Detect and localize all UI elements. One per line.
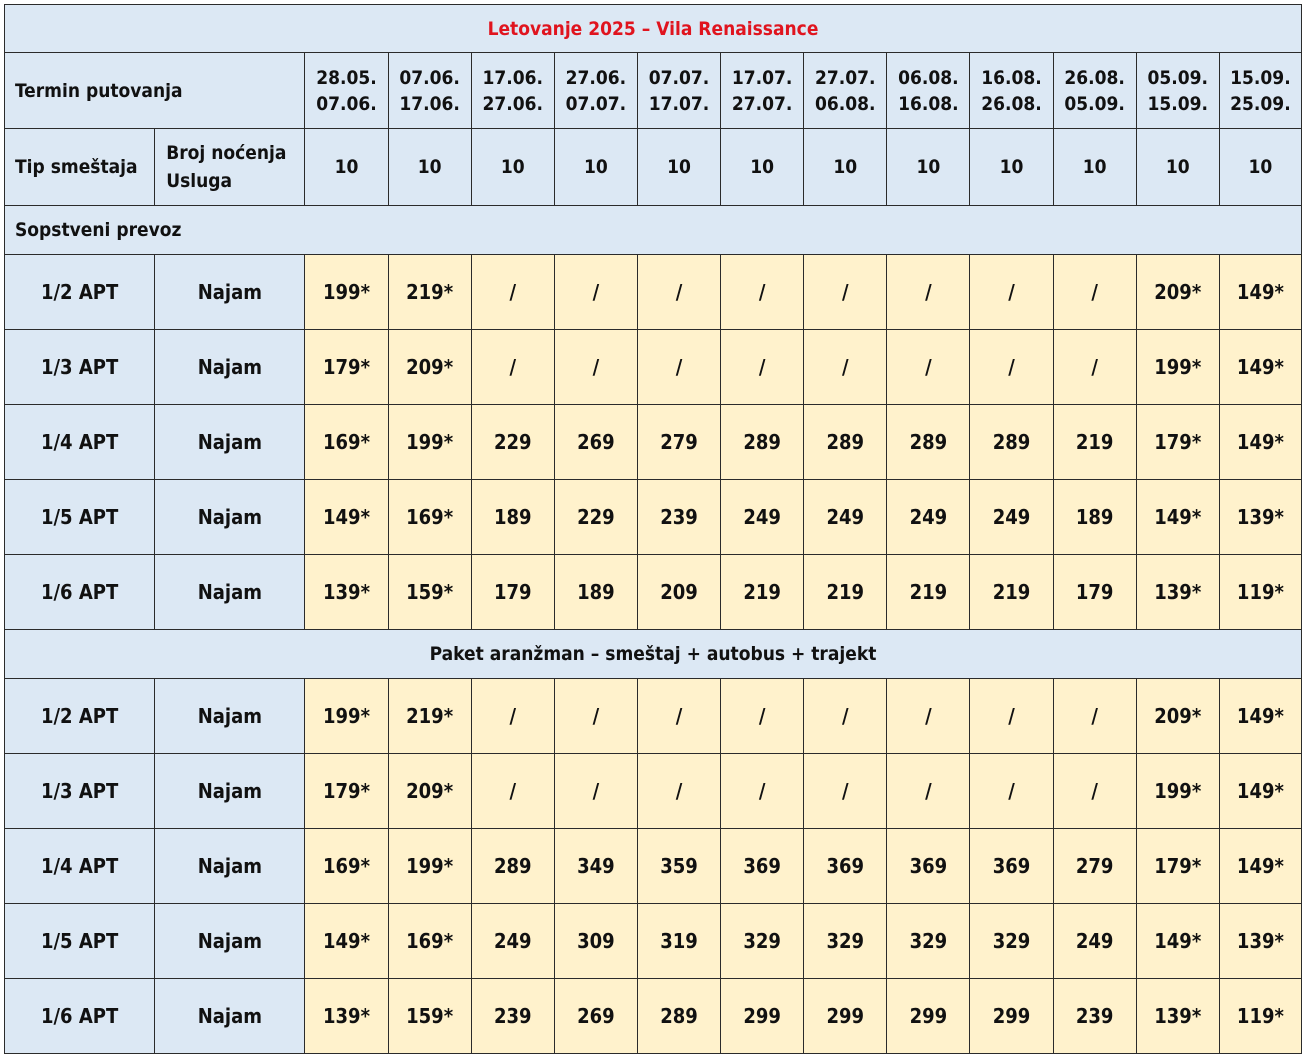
price-cell: 289 [721, 405, 804, 480]
broj-label: Broj noćenja [166, 142, 287, 164]
price-cell: 149* [305, 904, 388, 979]
service-type: Najam [155, 555, 305, 630]
price-cell: 369 [804, 829, 887, 904]
section-row [5, 630, 1302, 679]
price-cell: / [637, 255, 720, 330]
price-cell: 279 [1053, 829, 1136, 904]
price-cell: / [471, 330, 554, 405]
price-cell: 309 [554, 904, 637, 979]
price-cell: 149* [1219, 829, 1301, 904]
price-cell: / [721, 754, 804, 829]
price-cell: 179* [305, 754, 388, 829]
period-to: 17.07. [648, 92, 710, 115]
price-cell: / [887, 330, 970, 405]
period-from: 05.09. [1147, 66, 1209, 89]
period-from: 27.07. [814, 66, 876, 89]
price-cell: 119* [1219, 979, 1301, 1054]
price-cell: 279 [637, 405, 720, 480]
accommodation-type: 1/2 APT [5, 679, 155, 754]
period-from: 28.05. [316, 66, 377, 89]
service-type: Najam [155, 330, 305, 405]
price-cell: 289 [887, 405, 970, 480]
price-cell: 179* [305, 330, 388, 405]
price-cell: 139* [1136, 979, 1219, 1054]
period-from: 17.07. [731, 66, 793, 89]
price-cell: / [1053, 330, 1136, 405]
price-cell: 249 [1053, 904, 1136, 979]
price-cell: 169* [388, 480, 471, 555]
price-cell: 199* [388, 405, 471, 480]
section-row [5, 206, 1302, 255]
nights-count: 10 [1219, 129, 1301, 206]
period-dates [1136, 53, 1219, 129]
accommodation-type: 1/2 APT [5, 255, 155, 330]
table-row [5, 405, 1302, 480]
period-to: 27.07. [731, 92, 793, 115]
price-cell: 189 [471, 480, 554, 555]
price-cell: 149* [1219, 330, 1301, 405]
price-cell: / [554, 754, 637, 829]
price-cell: / [804, 255, 887, 330]
period-from: 07.07. [648, 66, 710, 89]
price-cell: 149* [1136, 904, 1219, 979]
price-cell: / [637, 754, 720, 829]
accommodation-type: 1/6 APT [5, 979, 155, 1054]
price-cell: 219 [887, 555, 970, 630]
price-cell: 289 [637, 979, 720, 1054]
price-cell: 289 [970, 405, 1053, 480]
price-cell: / [471, 255, 554, 330]
accommodation-type: 1/4 APT [5, 829, 155, 904]
price-cell: 219 [1053, 405, 1136, 480]
price-cell: 139* [1219, 480, 1301, 555]
price-cell: / [1053, 679, 1136, 754]
table-row [5, 555, 1302, 630]
price-table-body [5, 5, 1302, 1054]
price-cell: / [804, 330, 887, 405]
table-row [5, 679, 1302, 754]
period-dates [637, 53, 720, 129]
price-cell: 369 [970, 829, 1053, 904]
period-to: 25.09. [1230, 92, 1291, 115]
price-cell: / [554, 330, 637, 405]
price-cell: 119* [1219, 555, 1301, 630]
period-to: 27.06. [482, 92, 544, 115]
price-cell: / [721, 330, 804, 405]
table-title: Letovanje 2025 – Vila Renaissance [5, 5, 1302, 53]
price-cell: 249 [887, 480, 970, 555]
price-cell: 149* [1219, 255, 1301, 330]
section-label: Paket aranžman – smeštaj + autobus + trajekt [5, 630, 1302, 679]
price-cell: 199* [1136, 330, 1219, 405]
price-cell: / [1053, 754, 1136, 829]
price-cell: 249 [471, 904, 554, 979]
table-row [5, 979, 1302, 1054]
price-cell: / [1053, 255, 1136, 330]
period-dates [721, 53, 804, 129]
price-cell: 179 [471, 555, 554, 630]
price-cell: 349 [554, 829, 637, 904]
price-cell: 179* [1136, 405, 1219, 480]
price-cell: / [637, 330, 720, 405]
nights-count: 10 [1053, 129, 1136, 206]
usluga-label: Usluga [166, 170, 233, 192]
price-cell: 229 [471, 405, 554, 480]
price-cell: 239 [471, 979, 554, 1054]
price-cell: / [721, 255, 804, 330]
nights-count: 10 [1136, 129, 1219, 206]
price-cell: / [471, 679, 554, 754]
price-cell: 209* [1136, 679, 1219, 754]
price-cell: 299 [804, 979, 887, 1054]
accommodation-type: 1/3 APT [5, 754, 155, 829]
price-cell: 239 [637, 480, 720, 555]
nights-count: 10 [970, 129, 1053, 206]
price-cell: 239 [1053, 979, 1136, 1054]
period-dates [554, 53, 637, 129]
table-row [5, 829, 1302, 904]
table-row [5, 330, 1302, 405]
price-cell: 159* [388, 979, 471, 1054]
table-row [5, 754, 1302, 829]
price-cell: / [554, 255, 637, 330]
table-row [5, 480, 1302, 555]
period-from: 07.06. [399, 66, 460, 89]
period-from: 17.06. [482, 66, 544, 89]
service-type: Najam [155, 754, 305, 829]
price-cell: 249 [804, 480, 887, 555]
price-cell: 139* [1136, 555, 1219, 630]
period-to: 15.09. [1147, 92, 1209, 115]
service-type: Najam [155, 679, 305, 754]
price-cell: 209* [1136, 255, 1219, 330]
service-type: Najam [155, 255, 305, 330]
price-cell: 369 [887, 829, 970, 904]
price-cell: 199* [1136, 754, 1219, 829]
price-cell: 189 [554, 555, 637, 630]
nights-count: 10 [804, 129, 887, 206]
price-cell: 329 [970, 904, 1053, 979]
price-cell: 159* [388, 555, 471, 630]
price-cell: 219 [721, 555, 804, 630]
service-type: Najam [155, 405, 305, 480]
price-cell: 169* [388, 904, 471, 979]
period-from: 06.08. [898, 66, 959, 89]
price-cell: 359 [637, 829, 720, 904]
nights-count: 10 [388, 129, 471, 206]
price-cell: / [554, 679, 637, 754]
accommodation-type: 1/6 APT [5, 555, 155, 630]
price-cell: / [471, 754, 554, 829]
price-cell: 329 [721, 904, 804, 979]
price-cell: 169* [305, 405, 388, 480]
price-cell: 209 [637, 555, 720, 630]
price-cell: 369 [721, 829, 804, 904]
accommodation-type: 1/3 APT [5, 330, 155, 405]
service-type: Najam [155, 480, 305, 555]
table-row [5, 255, 1302, 330]
price-cell: 149* [1219, 754, 1301, 829]
price-cell: / [970, 255, 1053, 330]
price-cell: 169* [305, 829, 388, 904]
price-cell: 329 [887, 904, 970, 979]
price-cell: 149* [1219, 405, 1301, 480]
price-cell: 329 [804, 904, 887, 979]
price-cell: 149* [305, 480, 388, 555]
table-row [5, 904, 1302, 979]
period-to: 26.08. [981, 92, 1042, 115]
price-cell: 219* [388, 679, 471, 754]
nights-count: 10 [887, 129, 970, 206]
period-dates [804, 53, 887, 129]
price-cell: 139* [305, 555, 388, 630]
termin-label: Termin putovanja [5, 53, 305, 129]
header-row-dates [5, 53, 1302, 129]
price-cell: 299 [721, 979, 804, 1054]
period-dates [305, 53, 388, 129]
period-to: 17.06. [399, 92, 460, 115]
period-dates [471, 53, 554, 129]
nights-count: 10 [554, 129, 637, 206]
price-cell: / [804, 754, 887, 829]
price-cell: 299 [970, 979, 1053, 1054]
price-cell: / [970, 754, 1053, 829]
period-to: 16.08. [898, 92, 959, 115]
title-row [5, 5, 1302, 53]
period-dates [1219, 53, 1301, 129]
period-dates [887, 53, 970, 129]
price-cell: 229 [554, 480, 637, 555]
period-dates [1053, 53, 1136, 129]
price-cell: 319 [637, 904, 720, 979]
price-cell: 269 [554, 405, 637, 480]
period-dates [388, 53, 471, 129]
price-cell: 219 [804, 555, 887, 630]
service-type: Najam [155, 829, 305, 904]
period-dates [970, 53, 1053, 129]
price-cell: / [721, 679, 804, 754]
price-cell: 289 [471, 829, 554, 904]
price-cell: 219 [970, 555, 1053, 630]
price-cell: 149* [1136, 480, 1219, 555]
period-to: 05.09. [1064, 92, 1125, 115]
price-cell: 179* [1136, 829, 1219, 904]
nights-count: 10 [721, 129, 804, 206]
period-from: 15.09. [1230, 66, 1291, 89]
price-cell: / [887, 255, 970, 330]
price-cell: / [970, 679, 1053, 754]
tip-label: Tip smeštaja [5, 129, 155, 206]
price-cell: 219* [388, 255, 471, 330]
broj-usluga-label [155, 129, 305, 206]
period-to: 07.07. [565, 92, 627, 115]
price-cell: 139* [305, 979, 388, 1054]
header-row-nights [5, 129, 1302, 206]
nights-count: 10 [305, 129, 388, 206]
nights-count: 10 [471, 129, 554, 206]
price-cell: 199* [388, 829, 471, 904]
price-cell: 149* [1219, 679, 1301, 754]
price-cell: 199* [305, 679, 388, 754]
price-cell: 289 [804, 405, 887, 480]
service-type: Najam [155, 904, 305, 979]
price-cell: 249 [970, 480, 1053, 555]
price-cell: 209* [388, 330, 471, 405]
price-cell: 299 [887, 979, 970, 1054]
price-table [4, 4, 1302, 1054]
period-from: 26.08. [1064, 66, 1125, 89]
price-cell: 139* [1219, 904, 1301, 979]
price-cell: / [887, 679, 970, 754]
price-cell: 179 [1053, 555, 1136, 630]
section-label: Sopstveni prevoz [5, 206, 1302, 255]
price-cell: / [637, 679, 720, 754]
service-type: Najam [155, 979, 305, 1054]
price-cell: / [887, 754, 970, 829]
accommodation-type: 1/5 APT [5, 904, 155, 979]
price-cell: 199* [305, 255, 388, 330]
nights-count: 10 [637, 129, 720, 206]
period-to: 06.08. [814, 92, 876, 115]
price-cell: 249 [721, 480, 804, 555]
accommodation-type: 1/5 APT [5, 480, 155, 555]
price-cell: / [804, 679, 887, 754]
accommodation-type: 1/4 APT [5, 405, 155, 480]
price-cell: 269 [554, 979, 637, 1054]
price-cell: / [970, 330, 1053, 405]
price-cell: 189 [1053, 480, 1136, 555]
period-from: 16.08. [981, 66, 1042, 89]
period-to: 07.06. [316, 92, 377, 115]
price-cell: 209* [388, 754, 471, 829]
period-from: 27.06. [565, 66, 627, 89]
